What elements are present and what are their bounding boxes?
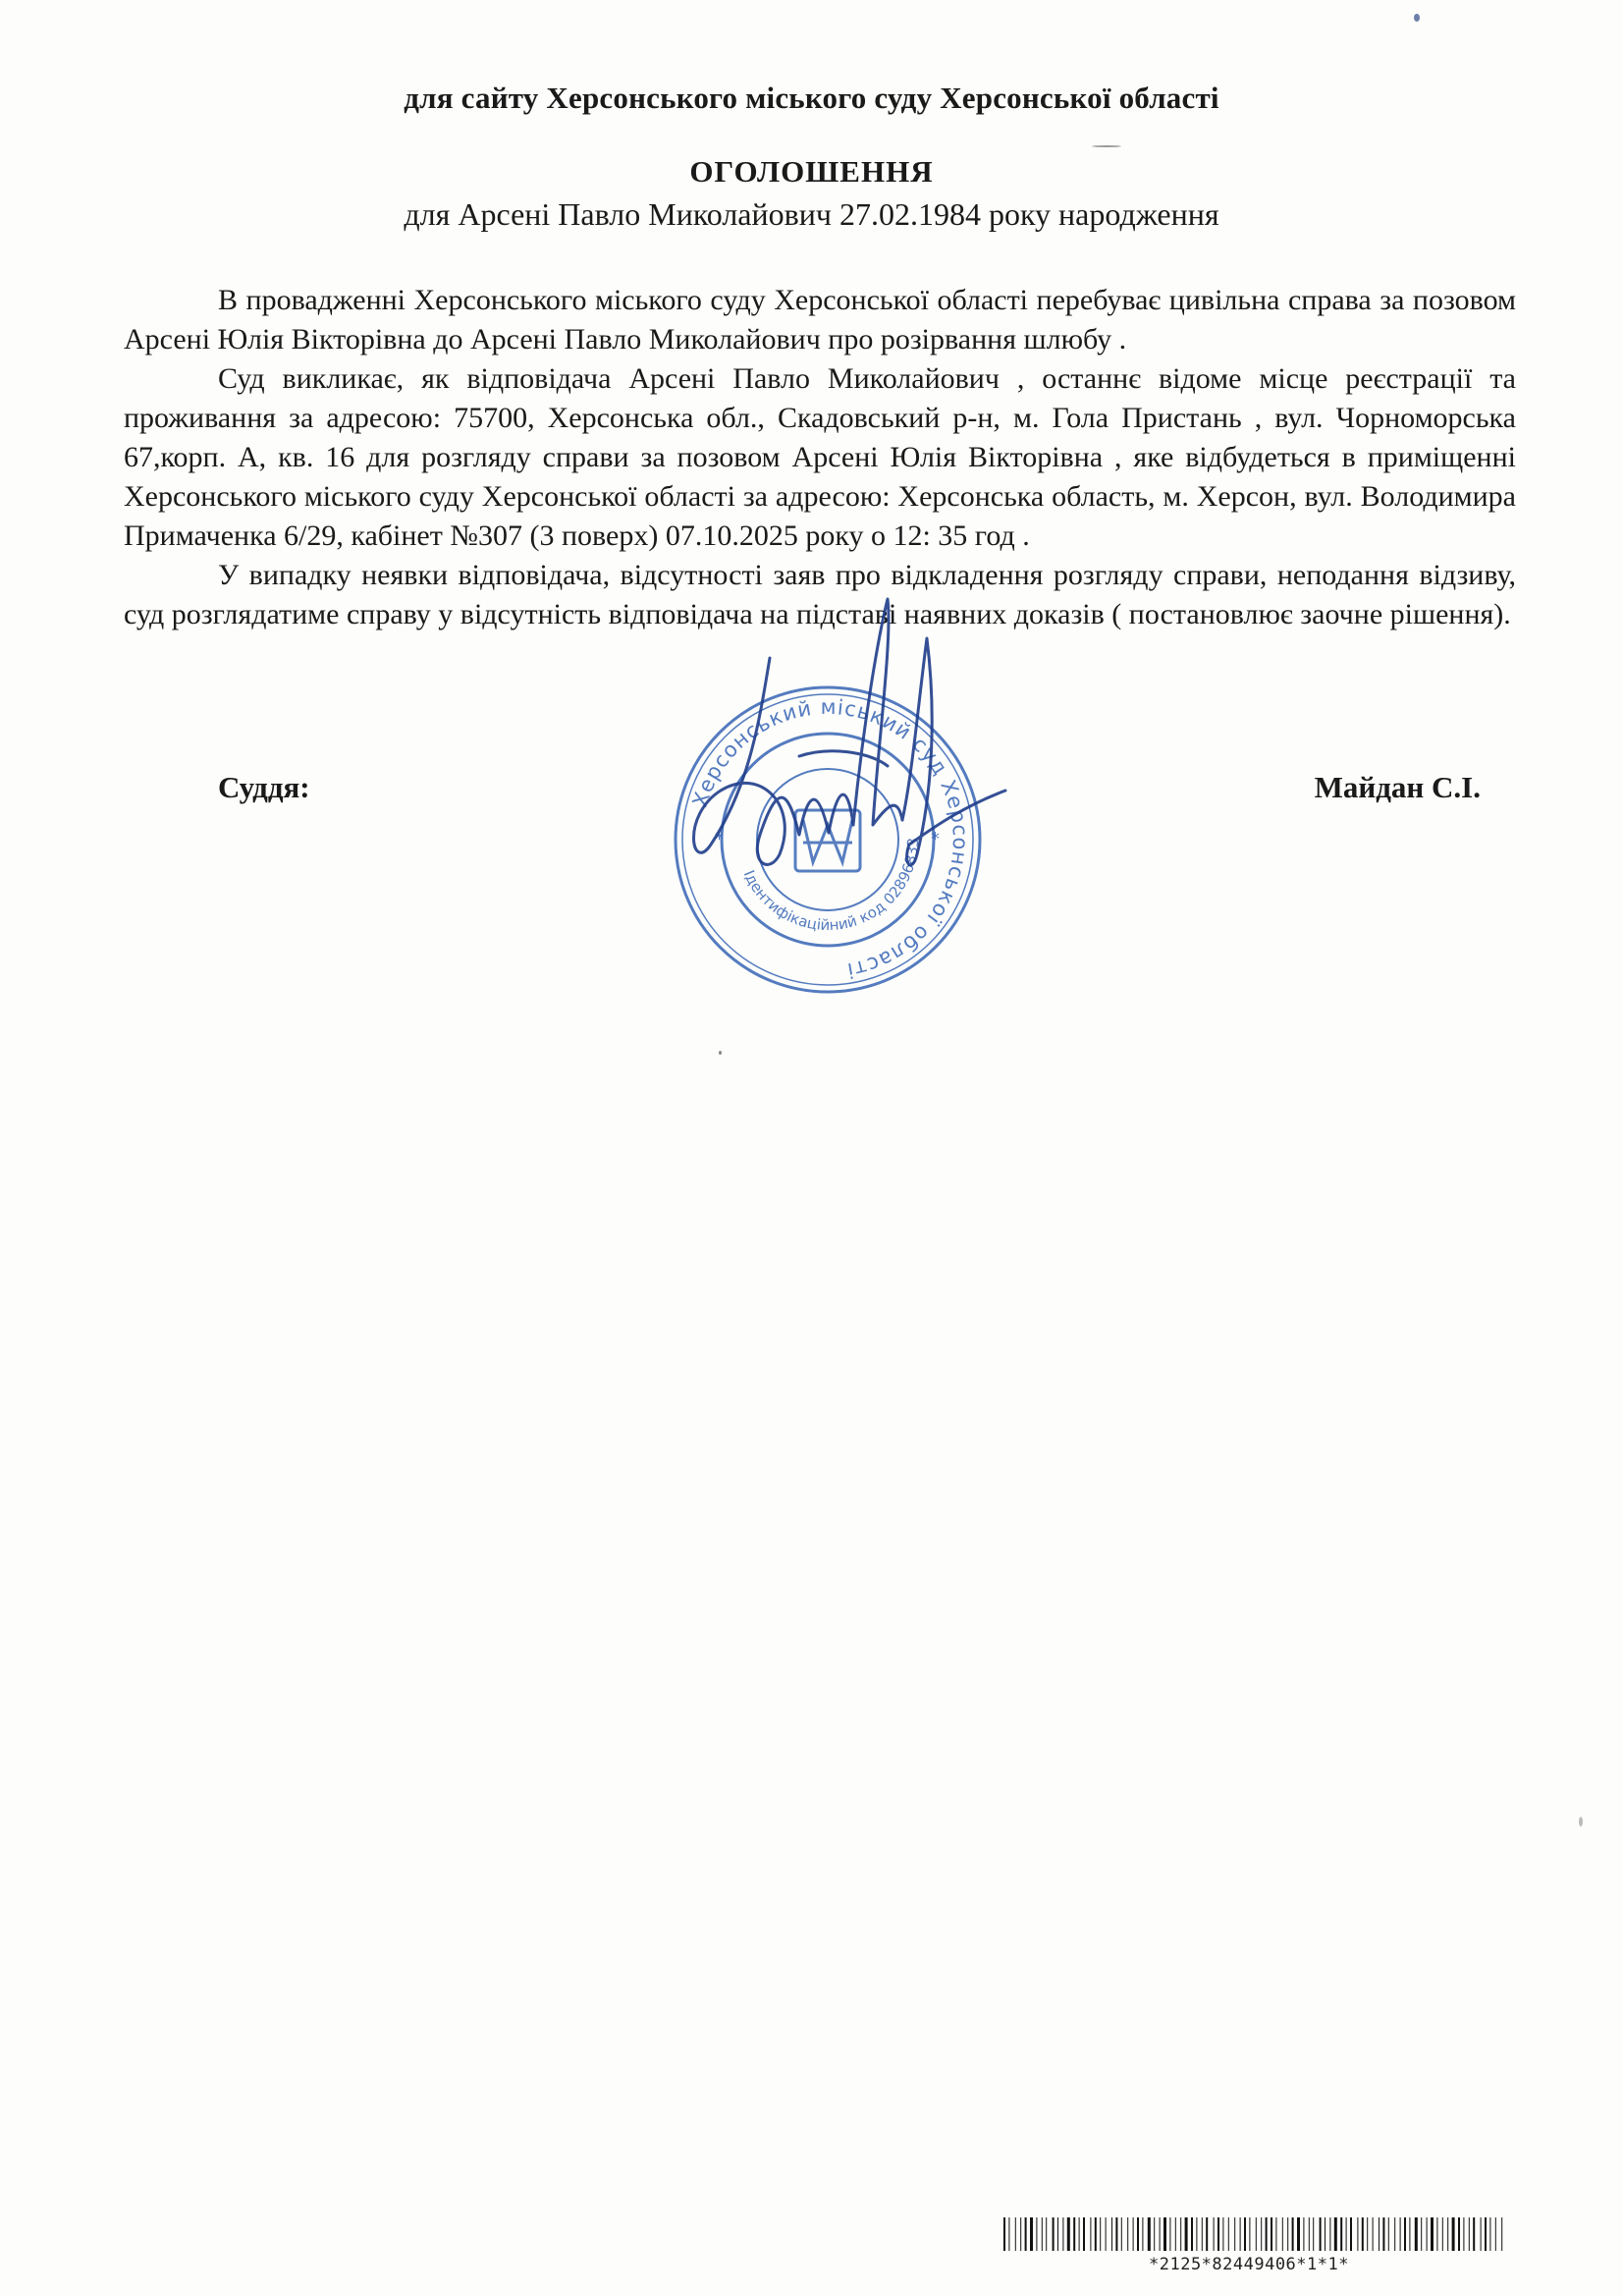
barcode-bar — [1463, 2217, 1464, 2251]
barcode-bar — [1346, 2217, 1347, 2251]
barcode-bar — [1191, 2217, 1193, 2251]
barcode-bar — [1228, 2217, 1229, 2251]
barcode-bar — [1292, 2217, 1294, 2251]
barcode-bar — [1367, 2217, 1368, 2251]
barcode-bar — [1185, 2217, 1188, 2251]
barcode-bar — [1447, 2217, 1448, 2251]
barcode-bar — [1275, 2217, 1276, 2251]
barcode-bar — [1025, 2217, 1027, 2251]
barcode-bar — [1160, 2217, 1161, 2251]
barcode-bar — [1234, 2217, 1235, 2251]
barcode-bar — [1217, 2217, 1219, 2251]
barcode-bar — [1481, 2217, 1482, 2251]
barcode-bar — [1214, 2217, 1215, 2251]
barcode-bar — [1501, 2217, 1502, 2251]
barcode-bar — [1244, 2217, 1246, 2251]
svg-text:*: * — [931, 829, 940, 849]
barcode-bar — [1202, 2217, 1203, 2251]
scan-speck — [1092, 145, 1121, 147]
barcode-bar — [1379, 2217, 1380, 2251]
barcode-bar — [1067, 2217, 1070, 2251]
barcode-bar — [1154, 2217, 1155, 2251]
barcode-bar — [1121, 2217, 1122, 2251]
barcode-bar — [1163, 2217, 1166, 2251]
barcode-bar — [1083, 2217, 1085, 2251]
barcode-bar — [1003, 2217, 1005, 2251]
barcode-bar — [1431, 2217, 1434, 2251]
barcode-caption: *2125*82449406*1*1* — [1149, 2255, 1349, 2274]
barcode-bar — [1115, 2217, 1117, 2251]
barcode-bar — [1256, 2217, 1257, 2251]
barcode-bar — [1340, 2217, 1342, 2251]
barcode-bar — [1148, 2217, 1151, 2251]
barcode-bar — [1020, 2217, 1021, 2251]
body-paragraph-2: Суд викликає, як відповідача Арсені Павло Миколайович , останнє відоме місце реєстрації та проживання за адресою: 75700, Херсонська обл., Скадовський р-н, м. Гола Пристань , вул. Чорноморська 67,корп. А, кв. 16 для розгляду справи за позовом Арсені Юлія Вікторівна , яке відбудеться в приміщенні Херсонського міського суду Херсонської області за адресою: Херсонська область, м. Херсон, вул. Володимира Примаченка 6/29, кабінет №307 (3 поверх) 07.10.2025 року о 12: 35 год . — [124, 362, 1516, 552]
barcode-bar — [1057, 2217, 1058, 2251]
seal-outer-text: Херсонський міський суд Херсонської області — [687, 694, 973, 983]
barcode-bar — [1271, 2217, 1272, 2251]
barcode-bar — [1357, 2217, 1358, 2251]
svg-text:*: * — [715, 829, 724, 849]
notice-title: ОГОЛОШЕННЯ — [689, 154, 934, 189]
barcode-bar — [1452, 2217, 1455, 2251]
barcode-bar — [1206, 2217, 1208, 2251]
barcode-bar — [1495, 2217, 1496, 2251]
barcode-bar — [1409, 2217, 1410, 2251]
barcode-bar — [1046, 2217, 1047, 2251]
body-paragraph-1: В провадженні Херсонського міського суду Херсонської області перебуває цивільна справа за позовом Арсені Юлія Вікторівна до Арсені Павло Миколайович про розірвання шлюбу . — [124, 284, 1516, 355]
barcode-bar — [1350, 2217, 1352, 2251]
barcode-bar — [1222, 2217, 1223, 2251]
barcode-bar — [1334, 2217, 1337, 2251]
barcode-bar — [1062, 2217, 1063, 2251]
barcode-bar — [1137, 2217, 1139, 2251]
barcode-bar — [1095, 2217, 1097, 2251]
body-paragraph-3: У випадку неявки відповідача, відсутності заяв про відкладення розгляду справи, неподання відзиву, суд розглядатиме справу у відсутність відповідача на підставі наявних доказів ( постановлює заочне рішення). — [124, 559, 1516, 630]
barcode-bar — [1436, 2217, 1437, 2251]
barcode-bar — [1133, 2217, 1134, 2251]
barcode-bar — [1266, 2217, 1268, 2251]
barcode-bar — [1473, 2217, 1475, 2251]
barcode-bar — [1282, 2217, 1283, 2251]
barcode-bar — [1382, 2217, 1384, 2251]
judge-label: Суддя: — [218, 770, 310, 804]
barcode-bar — [1036, 2217, 1037, 2251]
barcode-bar — [1261, 2217, 1262, 2251]
barcode-bar — [1090, 2217, 1091, 2251]
barcode-bar — [1388, 2217, 1389, 2251]
barcode-bar — [1442, 2217, 1443, 2251]
notice-subtitle: для Арсені Павло Миколайович 27.02.1984 року народження — [404, 196, 1219, 232]
barcode-bar — [1313, 2217, 1314, 2251]
barcode-bar — [1142, 2217, 1143, 2251]
barcode-bar — [1042, 2217, 1043, 2251]
barcode-bar — [1458, 2217, 1460, 2251]
scan-speck — [719, 1051, 722, 1055]
barcode-bar — [1100, 2217, 1101, 2251]
barcode-bar — [1180, 2217, 1181, 2251]
barcode-bar — [1073, 2217, 1075, 2251]
barcode-bar — [1106, 2217, 1107, 2251]
barcode-bar — [1320, 2217, 1322, 2251]
barcode-bar — [1489, 2217, 1490, 2251]
barcode-bar — [1249, 2217, 1250, 2251]
barcode-bar — [1485, 2217, 1487, 2251]
seal-inner-text: Ідентифікаційний код 02896833 — [739, 837, 923, 935]
barcode-bar — [1053, 2217, 1055, 2251]
barcode-bar — [1309, 2217, 1310, 2251]
barcode-bar — [1394, 2217, 1395, 2251]
barcode-bar — [1297, 2217, 1300, 2251]
scan-speck — [1579, 1817, 1583, 1827]
barcode-bar — [1373, 2217, 1374, 2251]
barcode-bar — [1008, 2217, 1009, 2251]
barcode-bar — [1427, 2217, 1428, 2251]
judge-handwritten-signature — [652, 579, 1025, 943]
barcode-bar — [1196, 2217, 1197, 2251]
barcode-bar — [1400, 2217, 1401, 2251]
scan-speck — [1414, 14, 1420, 22]
barcode-bar — [1421, 2217, 1422, 2251]
site-header-line: для сайту Херсонського міського суду Херсонської області — [404, 81, 1219, 115]
barcode-bar — [1127, 2217, 1128, 2251]
barcode-bar — [1415, 2217, 1418, 2251]
barcode-bar — [1362, 2217, 1364, 2251]
barcode-bar — [1079, 2217, 1080, 2251]
barcode-bar — [1169, 2217, 1170, 2251]
barcode-bar — [1175, 2217, 1176, 2251]
barcode-bar — [1030, 2217, 1033, 2251]
barcode-bar — [1111, 2217, 1112, 2251]
barcode-bar — [1329, 2217, 1330, 2251]
barcode-bar — [1404, 2217, 1406, 2251]
barcode-bar — [1015, 2217, 1016, 2251]
barcode-bar — [1469, 2217, 1470, 2251]
judge-name: Майдан С.І. — [1314, 770, 1481, 804]
barcode-bar — [1303, 2217, 1304, 2251]
barcode-bar — [1240, 2217, 1241, 2251]
barcode-bar — [1287, 2217, 1288, 2251]
